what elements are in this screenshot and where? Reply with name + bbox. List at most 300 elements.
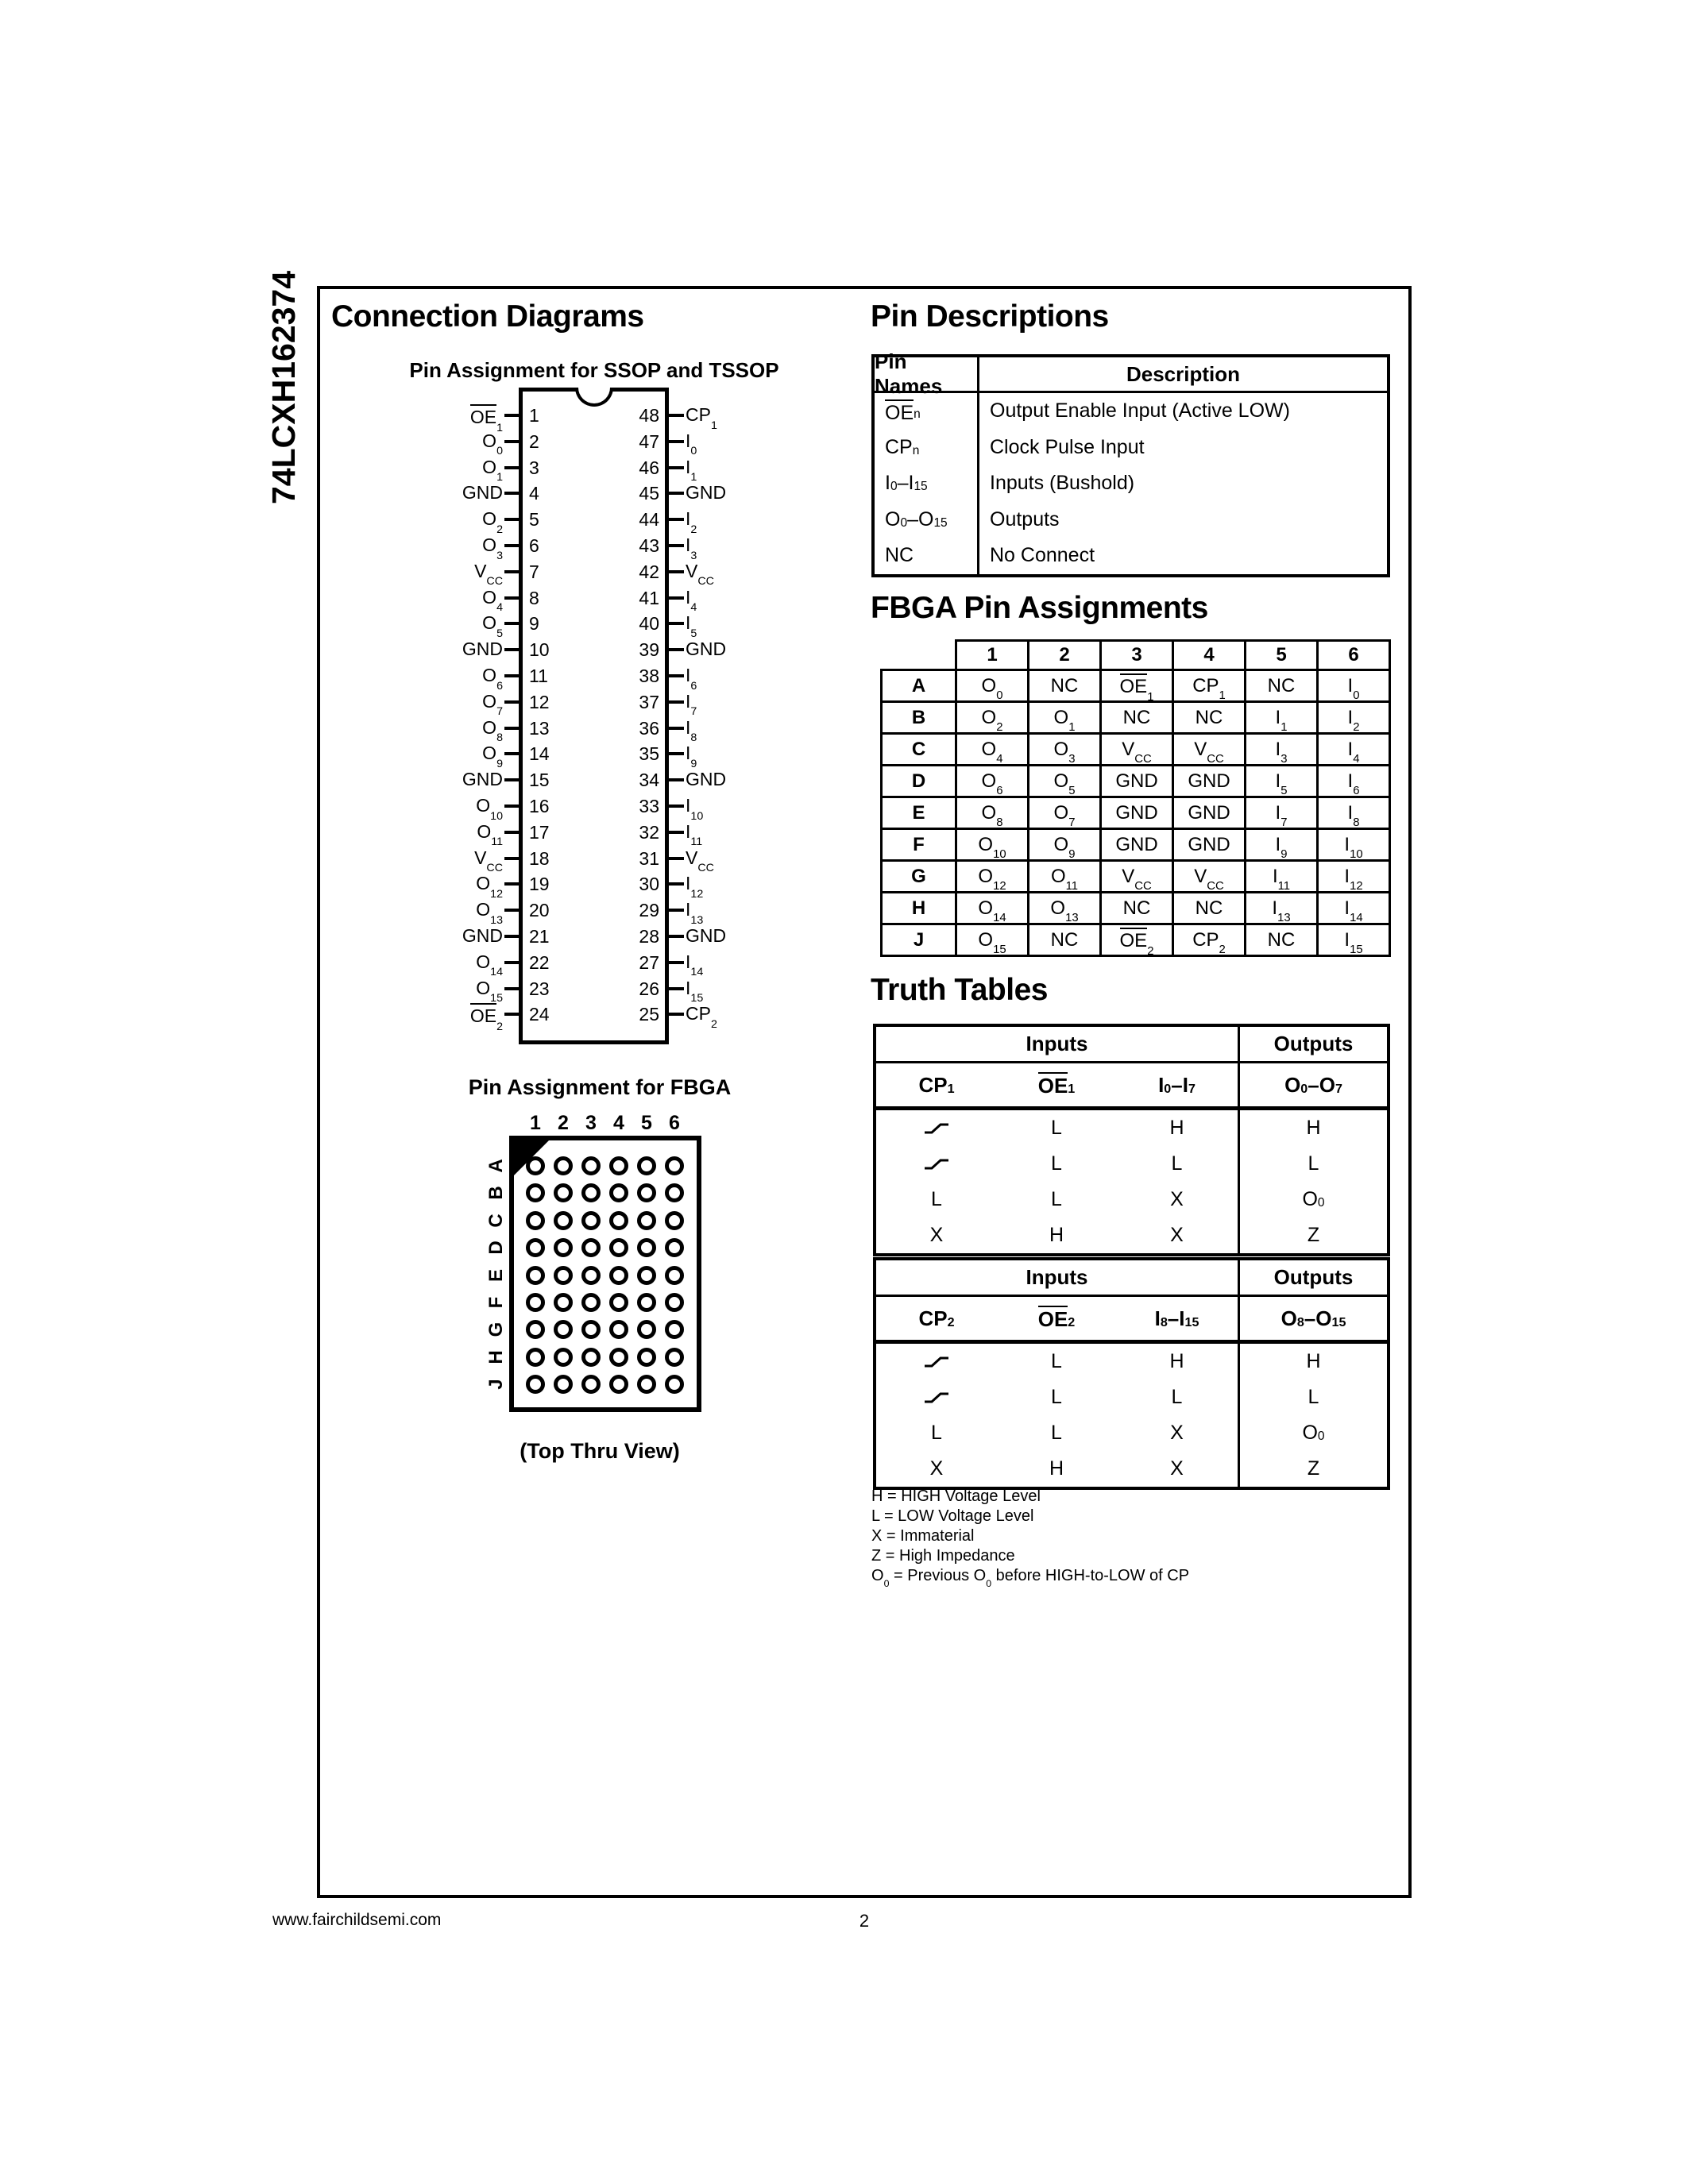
- fbga-row-letter: J: [485, 1379, 507, 1390]
- ssop-pin-label: $I_4$: [686, 586, 697, 615]
- connection-diagrams-title: Connection Diagrams: [331, 299, 644, 334]
- part-number-vertical: 74LCXH162374: [265, 270, 302, 504]
- ssop-pin-line: [669, 440, 684, 443]
- truth-note: H = HIGH Voltage Level: [871, 1488, 1041, 1505]
- fbga-cell: $O_4$: [956, 734, 1029, 766]
- fbga-ball: [554, 1348, 573, 1367]
- ssop-pin-label: $O_{11}$: [477, 820, 503, 849]
- tt-cell: H: [1169, 1117, 1184, 1139]
- ssop-pin-line: [669, 596, 684, 600]
- ssop-pin-number: 36: [639, 717, 659, 739]
- overline-text: OE: [470, 1003, 496, 1025]
- fbga-ball: [554, 1266, 573, 1285]
- ssop-pin-line: [504, 466, 520, 469]
- ssop-pin-label: $OE_2$: [334, 1003, 503, 1027]
- ssop-pin-number: 3: [529, 457, 539, 478]
- ssop-pin-label: $V_{CC}$: [474, 847, 503, 875]
- tt-cell: O $_0$: [1238, 1182, 1387, 1217]
- fbga-cell: NC: [1173, 893, 1246, 924]
- tt-cell: L: [1051, 1350, 1062, 1372]
- fbga-ball: [526, 1266, 545, 1285]
- fbga-row-header: D: [882, 766, 956, 797]
- ssop-pin-line: [504, 596, 520, 600]
- pin-descriptions-body: [875, 393, 1387, 574]
- tt-cell: L: [931, 1422, 942, 1444]
- fbga-ball: [665, 1348, 684, 1367]
- pin-desc-cell: No Connect: [990, 544, 1095, 567]
- truth-tables-title: Truth Tables: [871, 973, 1048, 1007]
- ssop-pin-number: 40: [639, 613, 659, 635]
- ssop-pin-number: 15: [529, 770, 550, 791]
- tt-cell: O $_0$: [1238, 1415, 1387, 1451]
- ssop-pin-line: [504, 909, 520, 912]
- fbga-ball: [581, 1293, 601, 1312]
- pin-names-column: [875, 393, 979, 574]
- ssop-pin-label: $V_{CC}$: [474, 560, 503, 588]
- tt-cell: L: [1238, 1146, 1387, 1182]
- ssop-pin-number: 35: [639, 743, 659, 765]
- ssop-pin-number: 24: [529, 1004, 550, 1025]
- fbga-cell: $I_{11}$: [1246, 861, 1318, 893]
- fbga-cell: $I_8$: [1318, 797, 1390, 829]
- tt-cell: X: [929, 1457, 944, 1480]
- fbga-ball: [526, 1293, 545, 1312]
- ssop-pin-number: 18: [529, 847, 550, 869]
- fbga-assignments-table: [880, 639, 1391, 957]
- fbga-cell: $O_2$: [956, 702, 1029, 734]
- fbga-cell: $OE_2$: [1101, 924, 1173, 956]
- tt-cell: L: [931, 1188, 942, 1210]
- fbga-cell: GND: [1173, 797, 1246, 829]
- ssop-pin-line: [669, 466, 684, 469]
- tt-inputs-header: Inputs: [1026, 1265, 1088, 1289]
- tt-body-row: [876, 1110, 1387, 1146]
- fbga-cell: $O_{15}$: [956, 924, 1029, 956]
- ssop-pin-label: $I_5$: [686, 612, 697, 640]
- fbga-cell: $I_{14}$: [1318, 893, 1390, 924]
- fbga-cell: $V_{CC}$: [1173, 861, 1246, 893]
- ssop-pin-number: 1: [529, 405, 539, 426]
- fbga-cell: $O_{12}$: [956, 861, 1029, 893]
- ssop-pin-number: 46: [639, 457, 659, 478]
- ssop-pin-number: 48: [639, 405, 659, 426]
- ssop-pin-number: 29: [639, 900, 659, 921]
- fbga-cell: GND: [1173, 766, 1246, 797]
- ssop-pin-number: 4: [529, 483, 539, 504]
- ssop-pin-label: $O_9$: [482, 743, 503, 770]
- rising-edge-icon: [924, 1356, 949, 1368]
- ssop-pin-label: $O_4$: [482, 586, 503, 615]
- ssop-pin-label: GND: [462, 482, 503, 504]
- fbga-cell: $O_{10}$: [956, 829, 1029, 861]
- tt-outputs-header: Outputs: [1238, 1260, 1387, 1295]
- pin-name-cell: CP $_n$: [885, 435, 920, 458]
- fbga-row-letter: C: [485, 1214, 507, 1228]
- ssop-pin-label: $I_{14}$: [686, 951, 704, 979]
- tt-cell: X: [1170, 1457, 1184, 1480]
- ssop-pin-line: [669, 909, 684, 912]
- ssop-pin-label: $I_{13}$: [686, 899, 704, 927]
- fbga-pin-assignments-title: FBGA Pin Assignments: [871, 591, 1208, 625]
- ssop-pin-number: 9: [529, 613, 539, 635]
- fbga-ball: [665, 1156, 684, 1175]
- tt-cell: H: [1238, 1110, 1387, 1146]
- tt-col-header: O $_8$ –O $_{15}$: [1238, 1297, 1387, 1340]
- ssop-pin-line: [504, 570, 520, 573]
- ssop-pin-line: [504, 622, 520, 625]
- overline-text: OE: [470, 404, 496, 426]
- fbga-table-row: [882, 924, 1390, 956]
- fbga-ball: [609, 1375, 628, 1394]
- ssop-pin-line: [669, 831, 684, 834]
- ssop-pin-number: 39: [639, 639, 659, 661]
- tt-cell: H: [1238, 1344, 1387, 1379]
- truth-note: Z = High Impedance: [871, 1547, 1015, 1565]
- tt-cell: X: [929, 1224, 944, 1246]
- ssop-pin-line: [669, 805, 684, 808]
- ssop-pin-label: $O_2$: [482, 508, 503, 536]
- tt-column-header-row: [876, 1063, 1387, 1110]
- pin-names-column-header: Pin Names: [875, 357, 979, 391]
- fbga-cell: $O_6$: [956, 766, 1029, 797]
- fbga-ball: [609, 1293, 628, 1312]
- fbga-cell: $V_{CC}$: [1173, 734, 1246, 766]
- fbga-cell: $I_3$: [1246, 734, 1318, 766]
- ssop-pin-number: 33: [639, 796, 659, 816]
- tt-cell: Z: [1238, 1217, 1387, 1253]
- ssop-pin-line: [669, 935, 684, 938]
- fbga-cell: NC: [1029, 670, 1101, 702]
- ssop-pin-number: 28: [639, 926, 659, 947]
- tt-body-row: [876, 1451, 1387, 1487]
- tt-cell: H: [1049, 1457, 1064, 1480]
- fbga-ball: [609, 1238, 628, 1257]
- ssop-pin-label: $O_3$: [482, 534, 503, 562]
- pin1-notch-icon: [575, 388, 613, 407]
- tt-cell: X: [1170, 1188, 1184, 1210]
- fbga-cell: $O_0$: [956, 670, 1029, 702]
- fbga-row-header: F: [882, 829, 956, 861]
- ssop-pin-label: GND: [686, 769, 727, 790]
- fbga-cell: $I_1$: [1246, 702, 1318, 734]
- fbga-row-letter: F: [485, 1296, 507, 1309]
- ssop-pin-line: [669, 752, 684, 755]
- ssop-pin-label: $V_{CC}$: [686, 560, 714, 588]
- ssop-pin-label: $I_{15}$: [686, 977, 704, 1005]
- fbga-row-header: G: [882, 861, 956, 893]
- pin-desc-cell: Inputs (Bushold): [990, 472, 1135, 495]
- tt-cell: [876, 1344, 997, 1379]
- ssop-pin-line: [669, 414, 684, 417]
- tt-cell: Z: [1238, 1451, 1387, 1487]
- tt-cell: H: [1169, 1350, 1184, 1372]
- truth-note: L = LOW Voltage Level: [871, 1507, 1034, 1525]
- ssop-pin-label: GND: [686, 925, 727, 946]
- fbga-cell: $I_{12}$: [1318, 861, 1390, 893]
- ssop-pin-label: $CP_1$: [686, 404, 717, 432]
- ssop-pin-label: $O_{12}$: [476, 873, 503, 901]
- ssop-pin-line: [504, 674, 520, 677]
- fbga-ball: [554, 1293, 573, 1312]
- pin-desc-cell: Clock Pulse Input: [990, 435, 1145, 458]
- fbga-ball: [554, 1375, 573, 1394]
- fbga-cell: $I_{10}$: [1318, 829, 1390, 861]
- fbga-cell: NC: [1173, 702, 1246, 734]
- fbga-row-letter: G: [485, 1322, 507, 1337]
- ssop-pin-line: [504, 882, 520, 886]
- overline-text: OE: [1037, 1074, 1068, 1098]
- fbga-ball: [609, 1266, 628, 1285]
- ssop-pin-line: [504, 752, 520, 755]
- tt-inputs-header: Inputs: [1026, 1032, 1088, 1055]
- ssop-pin-label: $I_8$: [686, 716, 697, 745]
- ssop-pin-label: GND: [462, 639, 503, 660]
- ssop-pin-label: $O_{10}$: [476, 795, 503, 823]
- fbga-col-header: 4: [1173, 641, 1246, 670]
- tt-col-header: CP $_2$: [918, 1306, 955, 1330]
- ssop-pin-line: [504, 805, 520, 808]
- fbga-cell: $I_7$: [1246, 797, 1318, 829]
- tt-col-header: CP $_1$: [918, 1072, 955, 1097]
- tt-cell: H: [1049, 1224, 1064, 1246]
- fbga-ball: [554, 1156, 573, 1175]
- tt-cell: [876, 1110, 997, 1146]
- ssop-pin-number: 10: [529, 639, 550, 661]
- ssop-pin-number: 32: [639, 821, 659, 843]
- ssop-pin-label: $O_0$: [482, 430, 503, 458]
- fbga-cell: GND: [1173, 829, 1246, 861]
- fbga-col-header: 1: [956, 641, 1029, 670]
- fbga-ball: [526, 1238, 545, 1257]
- tt-cell: L: [1171, 1152, 1183, 1175]
- tt-body-row: [876, 1217, 1387, 1253]
- overline-text: OE: [1120, 673, 1148, 696]
- ssop-pin-line: [504, 414, 520, 417]
- fbga-ball: [554, 1238, 573, 1257]
- ssop-pin-label: $I_2$: [686, 508, 697, 536]
- fbga-ball: [581, 1156, 601, 1175]
- ssop-pin-line: [669, 492, 684, 495]
- fbga-table-header-row: [882, 641, 1390, 670]
- ssop-pin-label: $O_7$: [482, 690, 503, 719]
- ssop-pin-line: [669, 518, 684, 521]
- fbga-cell: $V_{CC}$: [1101, 861, 1173, 893]
- ssop-pin-number: 41: [639, 587, 659, 608]
- ssop-pin-number: 12: [529, 691, 550, 712]
- ssop-pin-line: [669, 961, 684, 964]
- fbga-cell: $O_5$: [1029, 766, 1101, 797]
- fbga-cell: $O_7$: [1029, 797, 1101, 829]
- ssop-pin-label: $I_1$: [686, 456, 697, 484]
- fbga-ball: [609, 1156, 628, 1175]
- fbga-cell: $I_4$: [1318, 734, 1390, 766]
- fbga-cell: $I_0$: [1318, 670, 1390, 702]
- ssop-pin-number: 44: [639, 509, 659, 531]
- fbga-row-letter: H: [485, 1350, 507, 1364]
- ssop-pin-label: GND: [462, 925, 503, 946]
- tt-cell: L: [1051, 1422, 1062, 1444]
- rising-edge-icon: [924, 1122, 949, 1135]
- ssop-pin-number: 34: [639, 770, 659, 791]
- ssop-diagram-subtitle: Pin Assignment for SSOP and TSSOP: [409, 358, 779, 382]
- fbga-cell: $I_{15}$: [1318, 924, 1390, 956]
- fbga-cell: $V_{CC}$: [1101, 734, 1173, 766]
- fbga-cell: $O_1$: [1029, 702, 1101, 734]
- tt-cell: L: [1051, 1152, 1062, 1175]
- tt-col-header: I $_0$ –I $_7$: [1158, 1072, 1196, 1097]
- ssop-pin-number: 8: [529, 587, 539, 608]
- fbga-table-blank-corner: [882, 641, 956, 670]
- tt-cell: L: [1051, 1117, 1062, 1139]
- ssop-pin-number: 42: [639, 561, 659, 582]
- fbga-row-letter: E: [485, 1268, 507, 1282]
- ssop-pin-number: 16: [529, 796, 550, 816]
- ssop-pin-number: 21: [529, 926, 550, 947]
- ssop-pin-label: $I_0$: [686, 430, 697, 458]
- tt-cell: L: [1051, 1188, 1062, 1210]
- ssop-pin-number: 14: [529, 743, 550, 765]
- ssop-pin-number: 25: [639, 1004, 659, 1025]
- ssop-pin-line: [669, 778, 684, 781]
- fbga-cell: $CP_2$: [1173, 924, 1246, 956]
- fbga-column-number: 4: [613, 1112, 624, 1134]
- fbga-cell: $O_{13}$: [1029, 893, 1101, 924]
- ssop-pin-line: [504, 648, 520, 651]
- fbga-column-number: 5: [641, 1112, 652, 1134]
- ssop-pin-number: 19: [529, 874, 550, 895]
- ssop-pin-line: [504, 935, 520, 938]
- fbga-cell: $I_9$: [1246, 829, 1318, 861]
- truth-note: $O_0$ = Previous $O_0$ before HIGH-to-LOW of CP: [871, 1567, 1190, 1590]
- ssop-pin-line: [504, 440, 520, 443]
- ssop-pin-label: $I_{10}$: [686, 795, 704, 823]
- fbga-cell: $OE_1$: [1101, 670, 1173, 702]
- ssop-pin-label: $O_1$: [482, 456, 503, 484]
- fbga-col-header: 2: [1029, 641, 1101, 670]
- fbga-cell: $I_2$: [1318, 702, 1390, 734]
- ssop-pin-number: 27: [639, 951, 659, 973]
- ssop-pin-number: 45: [639, 483, 659, 504]
- fbga-column-number: 2: [558, 1112, 569, 1134]
- fbga-row-header: E: [882, 797, 956, 829]
- ssop-pin-line: [669, 857, 684, 860]
- description-column-header: Description: [1126, 361, 1241, 386]
- ssop-pin-label: $I_3$: [686, 534, 697, 562]
- overline-text: OE: [885, 399, 914, 423]
- fbga-table-row: [882, 797, 1390, 829]
- tt-cell: L: [1238, 1379, 1387, 1415]
- fbga-row-letter: B: [485, 1186, 507, 1201]
- ssop-pin-label: $I_9$: [686, 743, 697, 770]
- ssop-pin-label: $I_7$: [686, 690, 697, 719]
- tt-cell: L: [1171, 1386, 1183, 1408]
- fbga-ball: [637, 1266, 656, 1285]
- fbga-row-header: J: [882, 924, 956, 956]
- ssop-pin-number: 20: [529, 900, 550, 921]
- tt-column-header-row: [876, 1297, 1387, 1344]
- rising-edge-icon: [924, 1391, 949, 1404]
- fbga-cell: NC: [1246, 924, 1318, 956]
- ssop-pin-number: 6: [529, 535, 539, 556]
- fbga-table-row: [882, 670, 1390, 702]
- fbga-cell: $O_{11}$: [1029, 861, 1101, 893]
- fbga-ball: [526, 1211, 545, 1230]
- fbga-ball: [526, 1375, 545, 1394]
- ssop-pin-number: 17: [529, 821, 550, 843]
- fbga-row-header: B: [882, 702, 956, 734]
- fbga-ball: [581, 1348, 601, 1367]
- ssop-pin-line: [504, 492, 520, 495]
- descriptions-column: [979, 393, 1387, 574]
- ssop-pin-number: 37: [639, 691, 659, 712]
- tt-col-header: I $_8$ –I $_{15}$: [1154, 1306, 1199, 1330]
- fbga-cell: NC: [1246, 670, 1318, 702]
- ssop-pin-number: 31: [639, 847, 659, 869]
- ssop-pin-line: [504, 727, 520, 730]
- pin-descriptions-header-row: [875, 349, 1387, 398]
- footer-website-url: www.fairchildsemi.com: [272, 1911, 442, 1929]
- fbga-row-header: A: [882, 670, 956, 702]
- fbga-column-number: 3: [585, 1112, 597, 1134]
- pin-descriptions-table: [871, 349, 1390, 577]
- ssop-pin-line: [504, 1013, 520, 1016]
- ssop-pin-number: 5: [529, 509, 539, 531]
- fbga-cell: $O_3$: [1029, 734, 1101, 766]
- fbga-ball: [526, 1156, 545, 1175]
- tt-cell: [876, 1146, 997, 1182]
- truth-table-1: [873, 1024, 1390, 1256]
- fbga-col-header: 3: [1101, 641, 1173, 670]
- ssop-pin-line: [504, 700, 520, 704]
- pin-name-cell: I $_0$ –I $_{15}$: [885, 472, 928, 495]
- ssop-pin-line: [504, 544, 520, 547]
- tt-body-row: [876, 1415, 1387, 1451]
- ssop-pin-line: [669, 570, 684, 573]
- fbga-column-number: 1: [530, 1112, 541, 1134]
- fbga-ball: [637, 1348, 656, 1367]
- ssop-pin-number: 7: [529, 561, 539, 582]
- tt-body-row: [876, 1344, 1387, 1379]
- ssop-pin-line: [504, 778, 520, 781]
- ssop-pin-number: 11: [529, 666, 548, 686]
- fbga-col-header: 6: [1318, 641, 1390, 670]
- ssop-pin-number: 2: [529, 430, 539, 452]
- fbga-ball: [665, 1211, 684, 1230]
- ssop-pin-label: $O_{15}$: [476, 977, 503, 1005]
- ssop-pin-line: [669, 1013, 684, 1016]
- ssop-pin-line: [669, 622, 684, 625]
- ssop-pin-label: $O_8$: [482, 716, 503, 745]
- ssop-pin-number: 38: [639, 666, 659, 686]
- ssop-pin-number: 47: [639, 430, 659, 452]
- ssop-pin-label: $O_6$: [482, 665, 503, 693]
- tt-header-row: [876, 1260, 1387, 1297]
- fbga-ball: [581, 1375, 601, 1394]
- fbga-table-row: [882, 893, 1390, 924]
- tt-col-header: OE $_1$: [1037, 1074, 1076, 1098]
- fbga-col-header: 5: [1246, 641, 1318, 670]
- fbga-ball: [637, 1375, 656, 1394]
- tt-outputs-header: Outputs: [1238, 1027, 1387, 1061]
- fbga-row-letter: A: [485, 1159, 507, 1173]
- pin-descriptions-title: Pin Descriptions: [871, 299, 1109, 334]
- ssop-pin-number: 30: [639, 874, 659, 895]
- ssop-pin-label: GND: [686, 482, 727, 504]
- fbga-cell: $O_{14}$: [956, 893, 1029, 924]
- fbga-ball: [581, 1211, 601, 1230]
- ssop-pin-number: 13: [529, 717, 550, 739]
- ssop-pin-line: [669, 882, 684, 886]
